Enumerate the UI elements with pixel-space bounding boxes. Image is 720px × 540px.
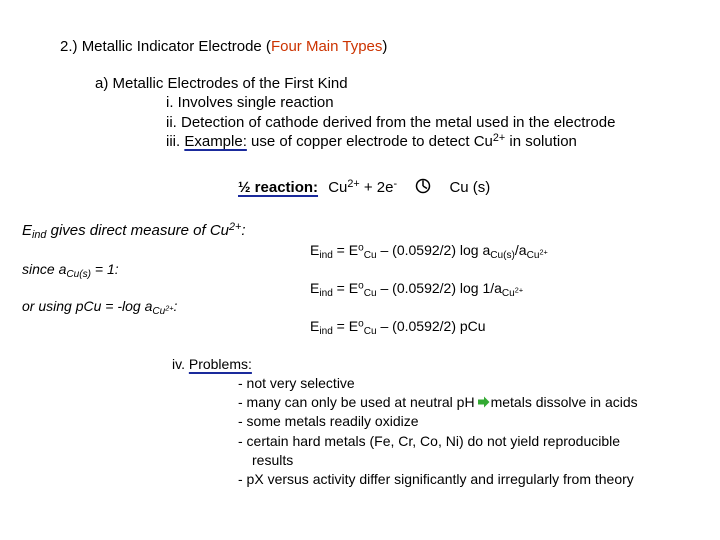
eind-text: gives direct measure of Cu — [50, 222, 230, 239]
equation-1 — [310, 242, 548, 262]
page-title — [60, 38, 387, 55]
eq2-a-sup: 2+ — [514, 285, 524, 295]
point-iii-superscript: 2+ — [492, 132, 506, 145]
section-a-point-iii — [166, 133, 577, 150]
problem-item-3: - some metals readily oxidize — [238, 413, 419, 429]
eind-end: : — [241, 222, 246, 239]
eq2-cu: Cu — [363, 288, 377, 300]
eq2-sub: ind — [319, 288, 333, 300]
eq3-e: E — [310, 318, 320, 334]
eq1-cu: Cu — [363, 250, 377, 262]
product: Cu (s) — [449, 179, 491, 196]
eind-sub: ind — [32, 229, 47, 242]
green-right-arrow-icon — [475, 394, 491, 410]
title-highlight: Four Main Types — [270, 38, 383, 55]
using-sub-text: Cu — [152, 306, 166, 318]
eq2-rest: – (0.0592/2) log 1/a — [376, 280, 502, 296]
equilibrium-arrow-icon — [415, 179, 435, 196]
eq1-o: o — [358, 242, 364, 254]
eind-e: E — [22, 222, 33, 239]
eq1-rest: – (0.0592/2) log a — [376, 242, 491, 258]
problems-heading — [172, 356, 252, 372]
eind-note — [22, 221, 246, 242]
title-close: ) — [382, 38, 388, 55]
equation-3 — [310, 318, 486, 338]
eq3-o: o — [358, 318, 364, 330]
half-reaction-label: ½ reaction: — [238, 179, 319, 196]
eq1-slash: /a — [514, 242, 527, 258]
eq1-e: E — [310, 242, 320, 258]
half-reaction — [238, 178, 490, 196]
eq1-a-sub: Cu(s) — [490, 250, 515, 262]
problems-label: Problems: — [188, 356, 252, 372]
problem-item-1: - not very selective — [238, 375, 355, 391]
since-end: = 1: — [91, 261, 119, 277]
eq2-eq: = E — [332, 280, 359, 296]
eq1-a2-sup: 2+ — [539, 247, 548, 257]
eq2-a-sub-text: Cu — [501, 288, 515, 300]
electrons: + 2e — [363, 179, 394, 196]
problem-item-2-text: - many can only be used at neutral pH — [238, 394, 475, 410]
reactant-species: Cu — [328, 179, 348, 196]
example-label: Example: — [184, 133, 247, 150]
section-a-point-ii: ii. Detection of cathode derived from the metal used in the electrode — [166, 114, 616, 131]
equation-2 — [310, 280, 524, 300]
problem-item-2-result: metals dissolve in acids — [490, 394, 638, 410]
eq3-cu: Cu — [363, 326, 377, 338]
eq1-sub: ind — [319, 250, 333, 262]
using-text: or using pCu = -log a — [22, 298, 153, 314]
problem-item-4: - certain hard metals (Fe, Cr, Co, Ni) do not yield reproducible — [238, 433, 621, 449]
eq2-e: E — [310, 280, 320, 296]
point-iii-numeral: iii. — [166, 133, 181, 150]
using-sub — [152, 303, 174, 318]
problem-item-2 — [238, 394, 638, 410]
since-sub: Cu(s) — [66, 269, 91, 281]
eq1-eq: = E — [332, 242, 359, 258]
since-note — [22, 261, 119, 281]
title-number: 2.) — [60, 38, 78, 55]
problem-item-4-cont: results — [252, 452, 294, 468]
problems-numeral: iv. — [172, 356, 185, 372]
eq2-o: o — [358, 280, 364, 292]
reactant-charge: 2+ — [347, 178, 360, 191]
section-a-point-i: i. Involves single reaction — [166, 94, 334, 111]
eq3-rest: – (0.0592/2) pCu — [376, 318, 486, 334]
using-sub-sup: 2+ — [165, 303, 174, 313]
using-end: : — [173, 298, 178, 314]
eind-sup: 2+ — [229, 221, 242, 234]
using-note — [22, 298, 178, 318]
eq2-a-sub — [501, 285, 524, 300]
electron-charge: - — [393, 178, 398, 191]
point-iii-text: use of copper electrode to detect Cu — [251, 133, 493, 150]
eq3-eq: = E — [332, 318, 359, 334]
problem-item-5: - pX versus activity differ significantly and irregularly from theory — [238, 471, 634, 487]
title-text: Metallic Indicator Electrode ( — [81, 38, 271, 55]
eq3-sub: ind — [319, 326, 333, 338]
eq1-a2-sub — [526, 247, 548, 262]
since-text: since a — [22, 261, 67, 277]
point-iii-text-end: in solution — [509, 133, 577, 150]
section-a-title: a) Metallic Electrodes of the First Kind — [95, 75, 348, 92]
eq1-a2-sub-text: Cu — [526, 250, 540, 262]
